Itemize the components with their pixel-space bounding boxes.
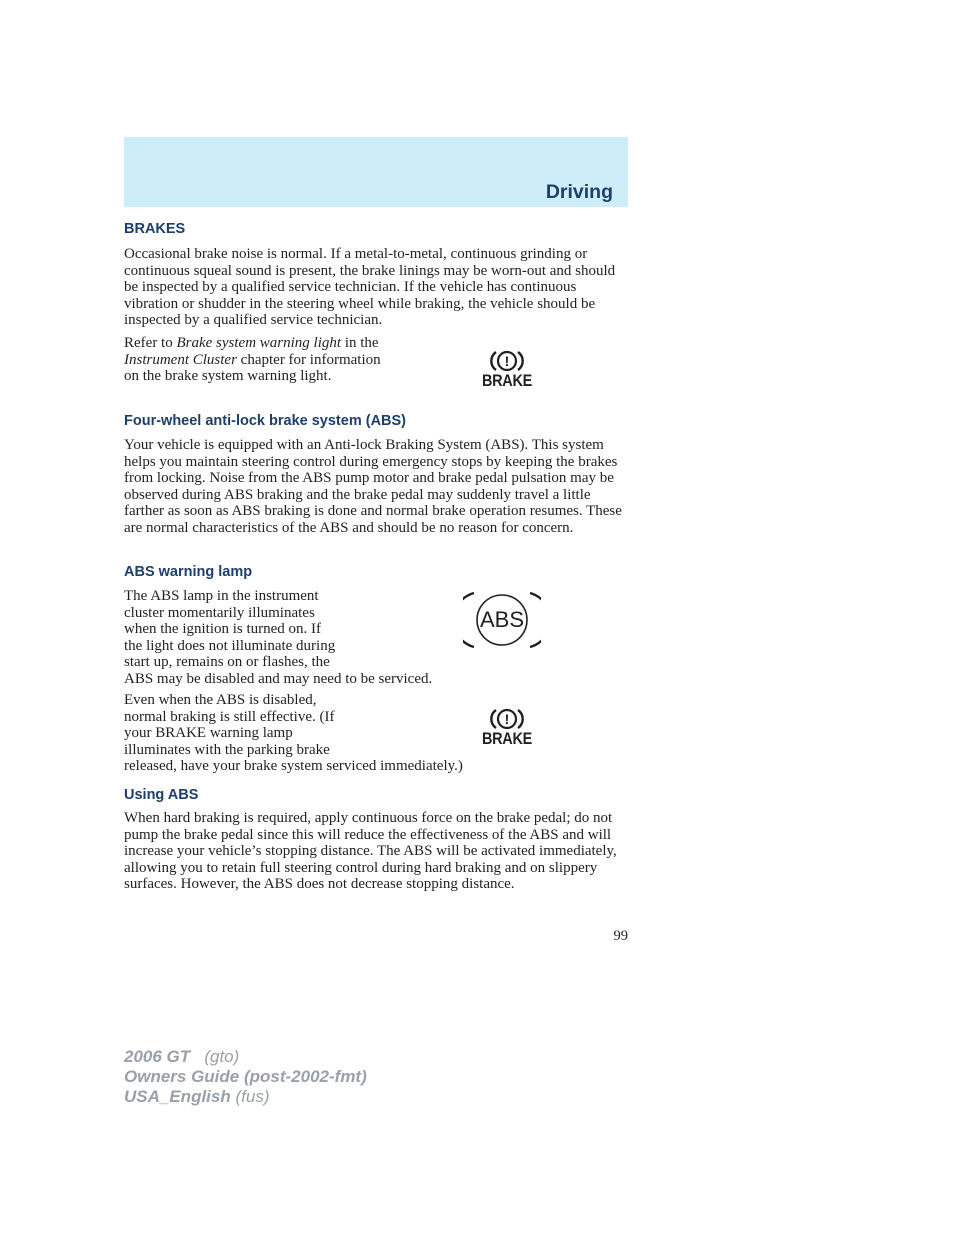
abs-warning-icon	[463, 589, 541, 651]
abs-disabled-paragraph: Even when the ABS is disabled, normal braking is still effective. (If your BRAKE warning lamp illuminates with the parking brake released, have your brake system serviced immediately.)	[124, 692, 463, 774]
brake-icon-label: BRAKE	[481, 371, 533, 390]
section-title: Driving	[545, 181, 613, 203]
brake-circle-exclamation-icon	[489, 350, 525, 372]
abs-system-paragraph: Your vehicle is equipped with an Anti-lock Braking System (ABS). This system helps you maintain steering control during emergency stops by keeping the brakes from locking. Noise from the ABS pump motor and brake pedal pulsation may be observed during ABS braking and the brake pedal may suddenly travel a little farther as soon as ABS braking is done and normal brake operation resumes. These are normal characteristics of the ABS and should be no reason for concern.	[124, 437, 622, 536]
brake-circle-exclamation-icon	[489, 708, 525, 730]
footer-language-line: USA_English (fus)	[124, 1087, 270, 1106]
brake-warning-icon-2	[477, 708, 537, 752]
brakes-paragraph: Occasional brake noise is normal. If a metal-to-metal, continuous grinding or continuous squeal sound is present, the brake linings may be worn-out and should be inspected by a qualified service technician. If the vehicle has continuous vibration or shudder in the steering wheel while braking, the vehicle should be inspected by a qualified service technician.	[124, 246, 616, 328]
section-header-band	[124, 137, 628, 207]
brakes-refer-paragraph: Refer to Brake system warning light in the Instrument Cluster chapter for information on the brake system warning light.	[124, 335, 381, 384]
brakes-heading: BRAKES	[124, 221, 186, 237]
abs-lamp-heading: ABS warning lamp	[124, 564, 253, 580]
using-abs-heading: Using ABS	[124, 787, 199, 803]
document-footer	[124, 1047, 367, 1107]
instrument-cluster-ref: Instrument Cluster	[124, 351, 237, 368]
svg-text:!: !	[504, 353, 510, 369]
brake-system-warning-light-ref: Brake system warning light	[176, 335, 342, 351]
page-number: 99	[613, 928, 628, 944]
footer-guide-line: Owners Guide (post-2002-fmt)	[124, 1067, 367, 1086]
svg-text:!: !	[504, 711, 510, 727]
using-abs-paragraph: When hard braking is required, apply continuous force on the brake pedal; do not pump the brake pedal since this will reduce the effectiveness of the ABS and will increase your vehicle’s stopping distance. The ABS will be activated immediately, allowing you to retain full steering control during hard braking and on slippery surfaces. However, the ABS does not decrease stopping distance.	[124, 810, 617, 892]
footer-model-line: 2006 GT (gto)	[124, 1047, 240, 1066]
abs-lamp-paragraph: The ABS lamp in the instrument cluster momentarily illuminates when the ignition is turned on. If the light does not illuminate during start up, remains on or flashes, the ABS may be disabled and may need to be serviced.	[124, 588, 433, 687]
abs-icon-label: ABS	[479, 607, 525, 632]
brake-warning-icon	[477, 350, 537, 394]
abs-system-heading: Four-wheel anti-lock brake system (ABS)	[124, 413, 407, 429]
brake-icon-label: BRAKE	[481, 729, 533, 748]
